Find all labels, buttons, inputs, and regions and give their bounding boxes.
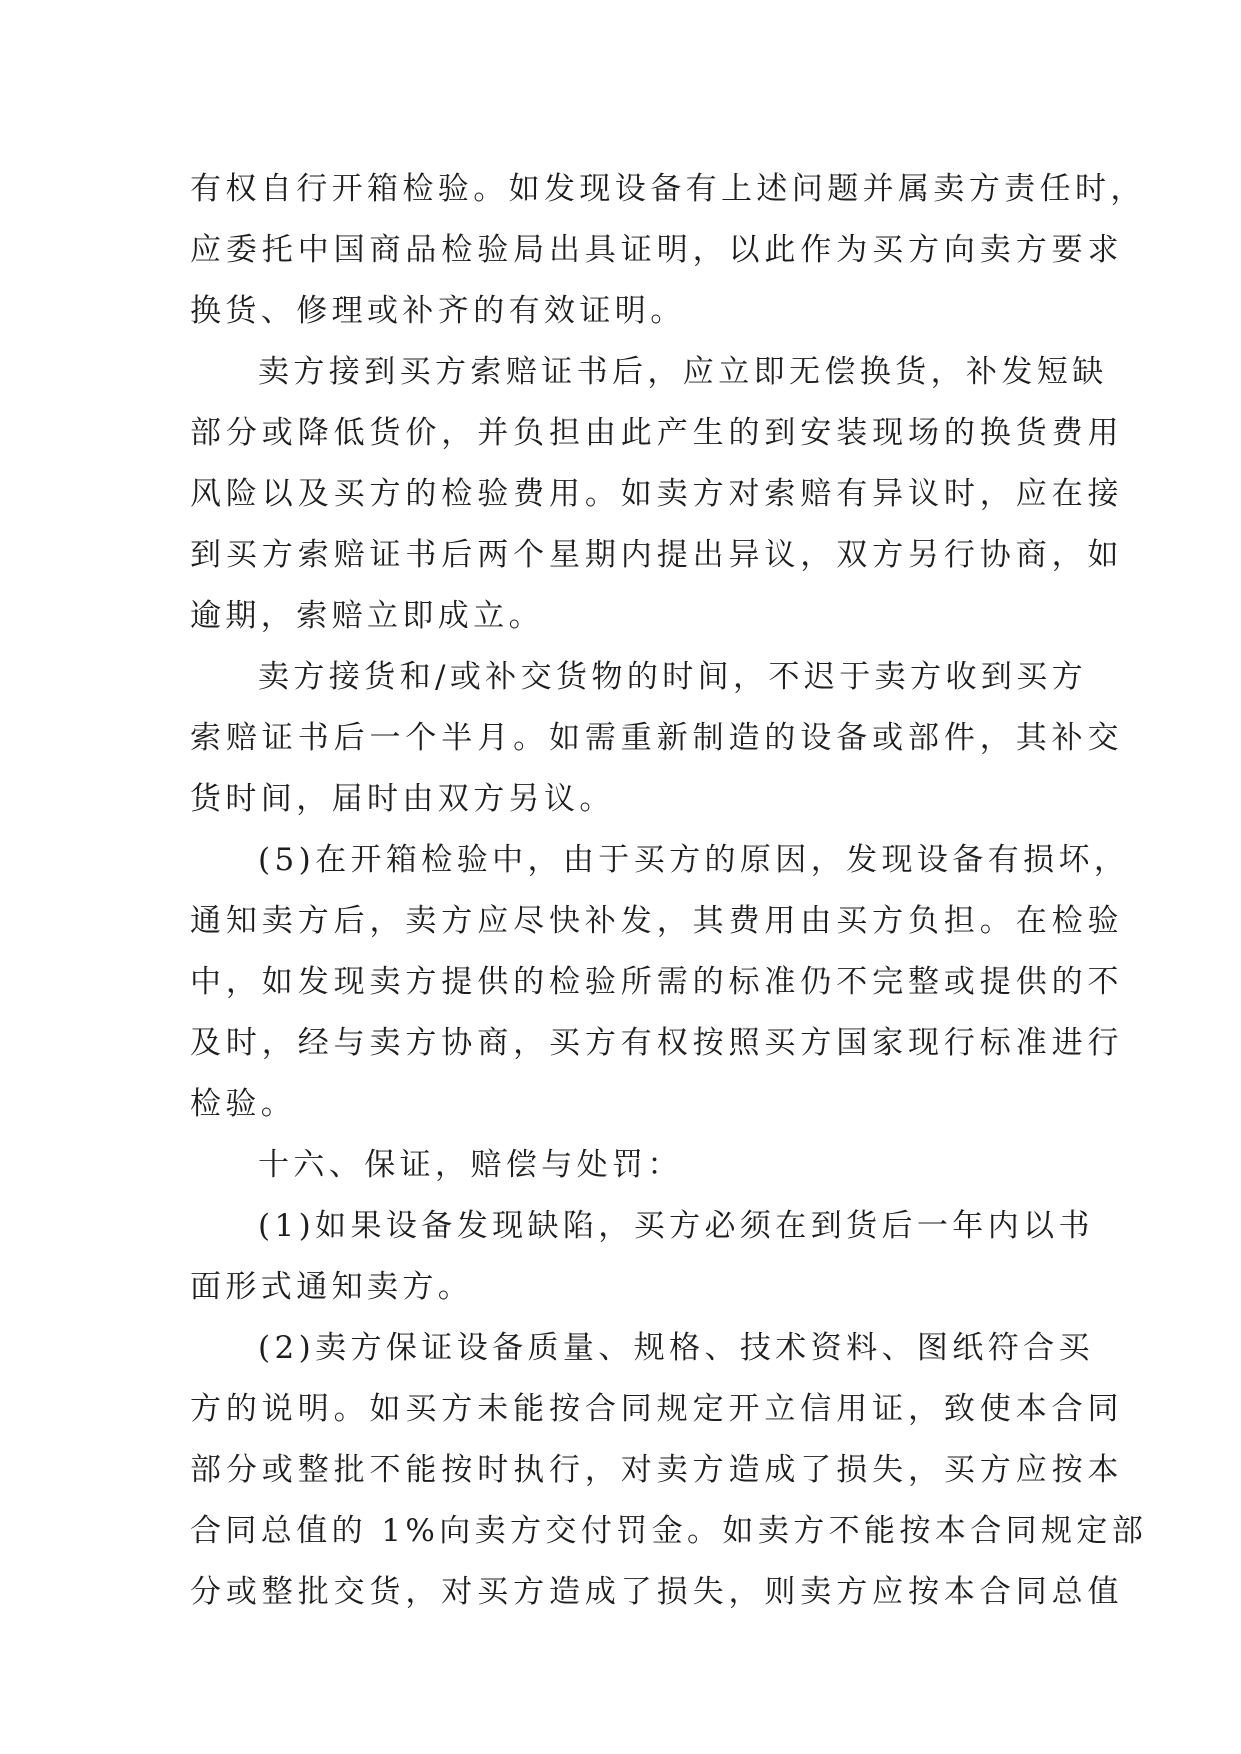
paragraph-first-line: (2)卖方保证设备质量、规格、技术资料、图纸符合买 xyxy=(258,1330,1094,1366)
text-line: 部分或降低货价，并负担由此产生的到安装现场的换货费用 xyxy=(190,415,1124,451)
text-line: 面形式通知卖方。 xyxy=(190,1269,474,1305)
text-line: 到买方索赔证书后两个星期内提出异议，双方另行协商，如 xyxy=(190,537,1124,573)
paragraph-first-line: (1)如果设备发现缺陷，买方必须在到货后一年内以书 xyxy=(258,1208,1094,1244)
text-line: 风险以及买方的检验费用。如卖方对索赔有异议时，应在接 xyxy=(190,476,1124,512)
text-line: 分或整批交货，对买方造成了损失，则卖方应按本合同总值 xyxy=(190,1574,1124,1610)
text-line: 索赔证书后一个半月。如需重新制造的设备或部件，其补交 xyxy=(190,720,1124,756)
text-line: 中，如发现卖方提供的检验所需的标准仍不完整或提供的不 xyxy=(190,964,1124,1000)
paragraph-first-line: (5)在开箱检验中，由于买方的原因，发现设备有损坏， xyxy=(258,842,1130,878)
text-line: 逾期，索赔立即成立。 xyxy=(190,598,544,634)
paragraph-first-line: 卖方接到买方索赔证书后，应立即无偿换货，补发短缺 xyxy=(258,354,1108,390)
text-line: 应委托中国商品检验局出具证明，以此作为买方向卖方要求 xyxy=(190,232,1124,268)
text-line: 部分或整批不能按时执行，对卖方造成了损失，买方应按本 xyxy=(190,1452,1124,1488)
text-line: 合同总值的 1%向卖方交付罚金。如卖方不能按本合同规定部 xyxy=(190,1513,1148,1549)
text-line: 及时，经与卖方协商，买方有权按照买方国家现行标准进行 xyxy=(190,1025,1124,1061)
text-line: 有权自行开箱检验。如发现设备有上述问题并属卖方责任时， xyxy=(190,171,1146,207)
paragraph-first-line: 卖方接货和/或补交货物的时间，不迟于卖方收到买方 xyxy=(258,659,1088,695)
text-line: 货时间，届时由双方另议。 xyxy=(190,781,615,817)
text-line: 检验。 xyxy=(190,1086,297,1122)
text-line: 方的说明。如买方未能按合同规定开立信用证，致使本合同 xyxy=(190,1391,1124,1427)
document-body xyxy=(190,159,1148,1623)
text-line: 换货、修理或补齐的有效证明。 xyxy=(190,293,686,329)
section-heading: 十六、保证，赔偿与处罚： xyxy=(258,1147,683,1183)
text-line: 通知卖方后，卖方应尽快补发，其费用由买方负担。在检验 xyxy=(190,903,1124,939)
